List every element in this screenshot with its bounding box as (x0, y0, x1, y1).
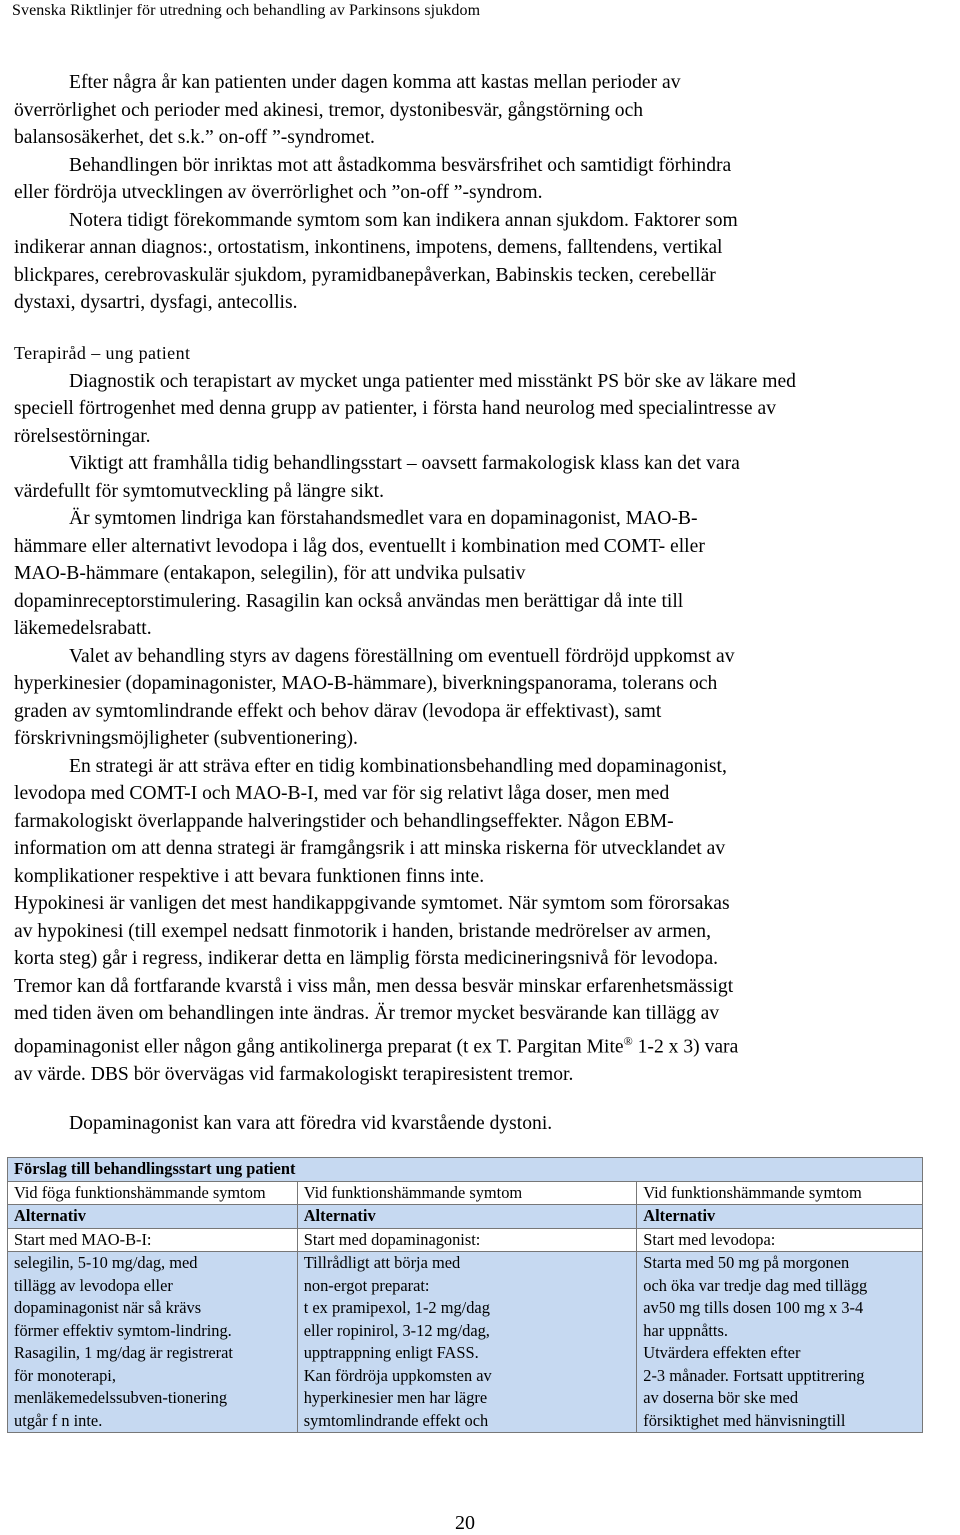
table-cell: Start med MAO-B-I: (8, 1228, 298, 1252)
text-line: indikerar annan diagnos:, ortostatism, inkontinens, impotens, demens, falltendens, vertikal (14, 237, 723, 258)
cell-line: för monoterapi, (14, 1365, 116, 1385)
text-line: Behandlingen bör inriktas mot att åstadkomma besvärsfrihet och samtidigt förhindra (69, 154, 732, 176)
treatment-table (7, 1157, 923, 1433)
text-line: En strategi är att sträva efter en tidig kombinationsbehandling med dopaminagonist, (69, 755, 727, 777)
text-line: hämmare eller alternativt levodopa i låg dos, eventuellt i kombination med COMT- eller (14, 535, 705, 557)
text-line: Viktigt att framhålla tidig behandlingsstart – oavsett farmakologisk klass kan det vara (69, 453, 740, 474)
text-line: läkemedelsrabatt. (14, 618, 152, 639)
table-cell: Start med dopaminagonist: (297, 1228, 637, 1252)
cell-line: symtomlindrande effekt och (303, 1410, 489, 1430)
cell-line: t ex pramipexol, 1-2 mg/dag (303, 1298, 490, 1317)
text-line: balansosäkerhet, det s.k.” on-off ”-syndromet. (14, 127, 375, 148)
text-line: Hypokinesi är vanligen det mest handikappgivande symtomet. När symtom som förorsakas (14, 893, 730, 914)
text-line: med tiden även om behandlingen inte ändras. Är tremor mycket besvärande kan tillägg av (14, 1003, 720, 1024)
table-cell: Vid föga funktionshämmande symtom (8, 1181, 298, 1205)
cell-line: Rasagilin, 1 mg/dag är registrerat (14, 1343, 233, 1362)
table-row (8, 1228, 923, 1252)
cell-line: förmer effektiv symtom-lindring. (14, 1320, 232, 1340)
cell-line: eller ropinirol, 3-12 mg/dag, (303, 1320, 490, 1340)
therapy-section (14, 340, 948, 1088)
table-cell (297, 1252, 637, 1433)
cell-line: tillägg av levodopa eller (14, 1275, 173, 1295)
cell-line: Utvärdera effekten efter (643, 1343, 801, 1362)
table-cell: Vid funktionshämmande symtom (637, 1181, 923, 1205)
cell-line: av50 mg tills dosen 100 mg x 3-4 (643, 1298, 864, 1317)
cell-line: hyperkinesier men har lägre (303, 1388, 488, 1407)
table-title: Förslag till behandlingsstart ung patient (8, 1158, 923, 1182)
registered-mark: ® (623, 1033, 633, 1048)
text-line: graden av symtomlindrande effekt och behov därav (levodopa är effektivast), samt (14, 700, 662, 722)
text-line: Notera tidigt förekommande symtom som kan indikera annan sjukdom. Faktorer som (69, 209, 738, 231)
table-cell: Start med levodopa: (637, 1228, 923, 1252)
text-line: korta steg) går i regress, indikerar detta en lämplig första medicineringsnivå för levodopa. (14, 948, 719, 969)
table-row (8, 1181, 923, 1205)
text-line: förskrivningsmöjligheter (subventionering). (14, 728, 358, 749)
text-line: farmakologiskt överlappande halveringstider och behandlingseffekter. Någon EBM- (14, 810, 674, 832)
cell-line: 2-3 månader. Fortsatt upptitrering (643, 1365, 865, 1385)
text-line: blickpares, cerebrovaskulär sjukdom, pyramidbanepåverkan, Babinskis tecken, cerebellär (14, 264, 716, 286)
intro-paragraphs (14, 69, 948, 317)
cell-line: har uppnåtts. (643, 1320, 728, 1340)
text-line: komplikationer respektive i att bevara funktionen finns inte. (14, 865, 485, 887)
text-line: av värde. DBS bör övervägas vid farmakologiskt terapiresistent tremor. (14, 1063, 574, 1085)
table-cell: Vid funktionshämmande symtom (297, 1181, 637, 1205)
cell-line: av doserna bör ske med (643, 1388, 799, 1407)
table-row (8, 1252, 923, 1433)
text-span: dopaminagonist eller någon gång antikolinerga preparat (t ex T. Pargitan Mite (14, 1036, 624, 1058)
text-line: Diagnostik och terapistart av mycket unga patienter med misstänkt PS bör ske av läkare med (69, 370, 796, 392)
text-line: rörelsestörningar. (14, 425, 151, 447)
table-row (8, 1205, 923, 1229)
text-line: MAO-B-hämmare (entakapon, selegilin), för att undvika pulsativ (14, 563, 526, 584)
running-header: Svenska Riktlinjer för utredning och behandling av Parkinsons sjukdom (12, 2, 481, 19)
table-cell: Alternativ (297, 1205, 637, 1229)
cell-line: dopaminagonist när så krävs (14, 1298, 202, 1317)
cell-line: Kan fördröja uppkomsten av (303, 1365, 492, 1385)
page-number: 20 (455, 1512, 475, 1534)
text-line: dopaminreceptorstimulering. Rasagilin kan också användas men berättigar då inte till (14, 590, 684, 612)
text-line: värdefullt för symtomutveckling på längre sikt. (14, 480, 385, 502)
table-cell (8, 1252, 298, 1433)
text-line: Valet av behandling styrs av dagens föreställning om eventuell fördröjd uppkomst av (69, 645, 735, 667)
cell-line: utgår f n inte. (14, 1410, 103, 1430)
cell-line: selegilin, 5-10 mg/dag, med (14, 1253, 198, 1272)
text-line: dystaxi, dysartri, dysfagi, antecollis. (14, 292, 298, 313)
text-line: Är symtomen lindriga kan förstahandsmedlet vara en dopaminagonist, MAO-B- (69, 508, 698, 529)
text-line: Dopaminagonist kan vara att föredra vid kvarstående dystoni. (69, 1113, 553, 1134)
table-cell: Alternativ (637, 1205, 923, 1229)
text-line: speciell förtrogenhet med denna grupp av patienter, i första hand neurolog med specialintresse av (14, 398, 777, 419)
table-cell (637, 1252, 923, 1433)
table-cell: Alternativ (8, 1205, 298, 1229)
cell-line: non-ergot preparat: (303, 1275, 430, 1295)
table-row (8, 1158, 923, 1182)
cell-line: Starta med 50 mg på morgonen (643, 1253, 850, 1272)
text-line: levodopa med COMT-I och MAO-B-I, med var för sig relativt låga doser, men med (14, 783, 670, 804)
text-line (14, 1028, 948, 1061)
text-line: överrörlighet och perioder med akinesi, tremor, dystonibesvär, gångstörning och (14, 99, 644, 121)
text-line: information om att denna strategi är framgångsrik i att minska riskerna för utvecklandet av (14, 838, 726, 859)
cell-line: menläkemedelssubven-tionering (14, 1388, 228, 1407)
text-line: eller fördröja utvecklingen av överrörlighet och ”on-off ”-syndrom. (14, 182, 543, 203)
cell-line: Tillrådligt att börja med (303, 1253, 461, 1272)
cell-line: och öka var tredje dag med tillägg (643, 1275, 868, 1295)
text-line: av hypokinesi (till exempel nedsatt finmotorik i handen, bristande medrörelser av armen, (14, 920, 712, 942)
text-line: Tremor kan då fortfarande kvarstå i viss mån, men dessa besvär minskar erfarenhetsmässigt (14, 975, 734, 997)
text-line: Efter några år kan patienten under dagen komma att kastas mellan perioder av (69, 72, 681, 93)
section-heading: Terapiråd – ung patient (14, 343, 191, 363)
text-line: hyperkinesier (dopaminagonister, MAO-B-hämmare), biverkningspanorama, tolerans och (14, 673, 718, 694)
cell-line: upptrappning enligt FASS. (303, 1343, 479, 1362)
cell-line: försiktighet med hänvisningtill (643, 1410, 846, 1430)
text-span: 1-2 x 3) vara (632, 1036, 739, 1058)
